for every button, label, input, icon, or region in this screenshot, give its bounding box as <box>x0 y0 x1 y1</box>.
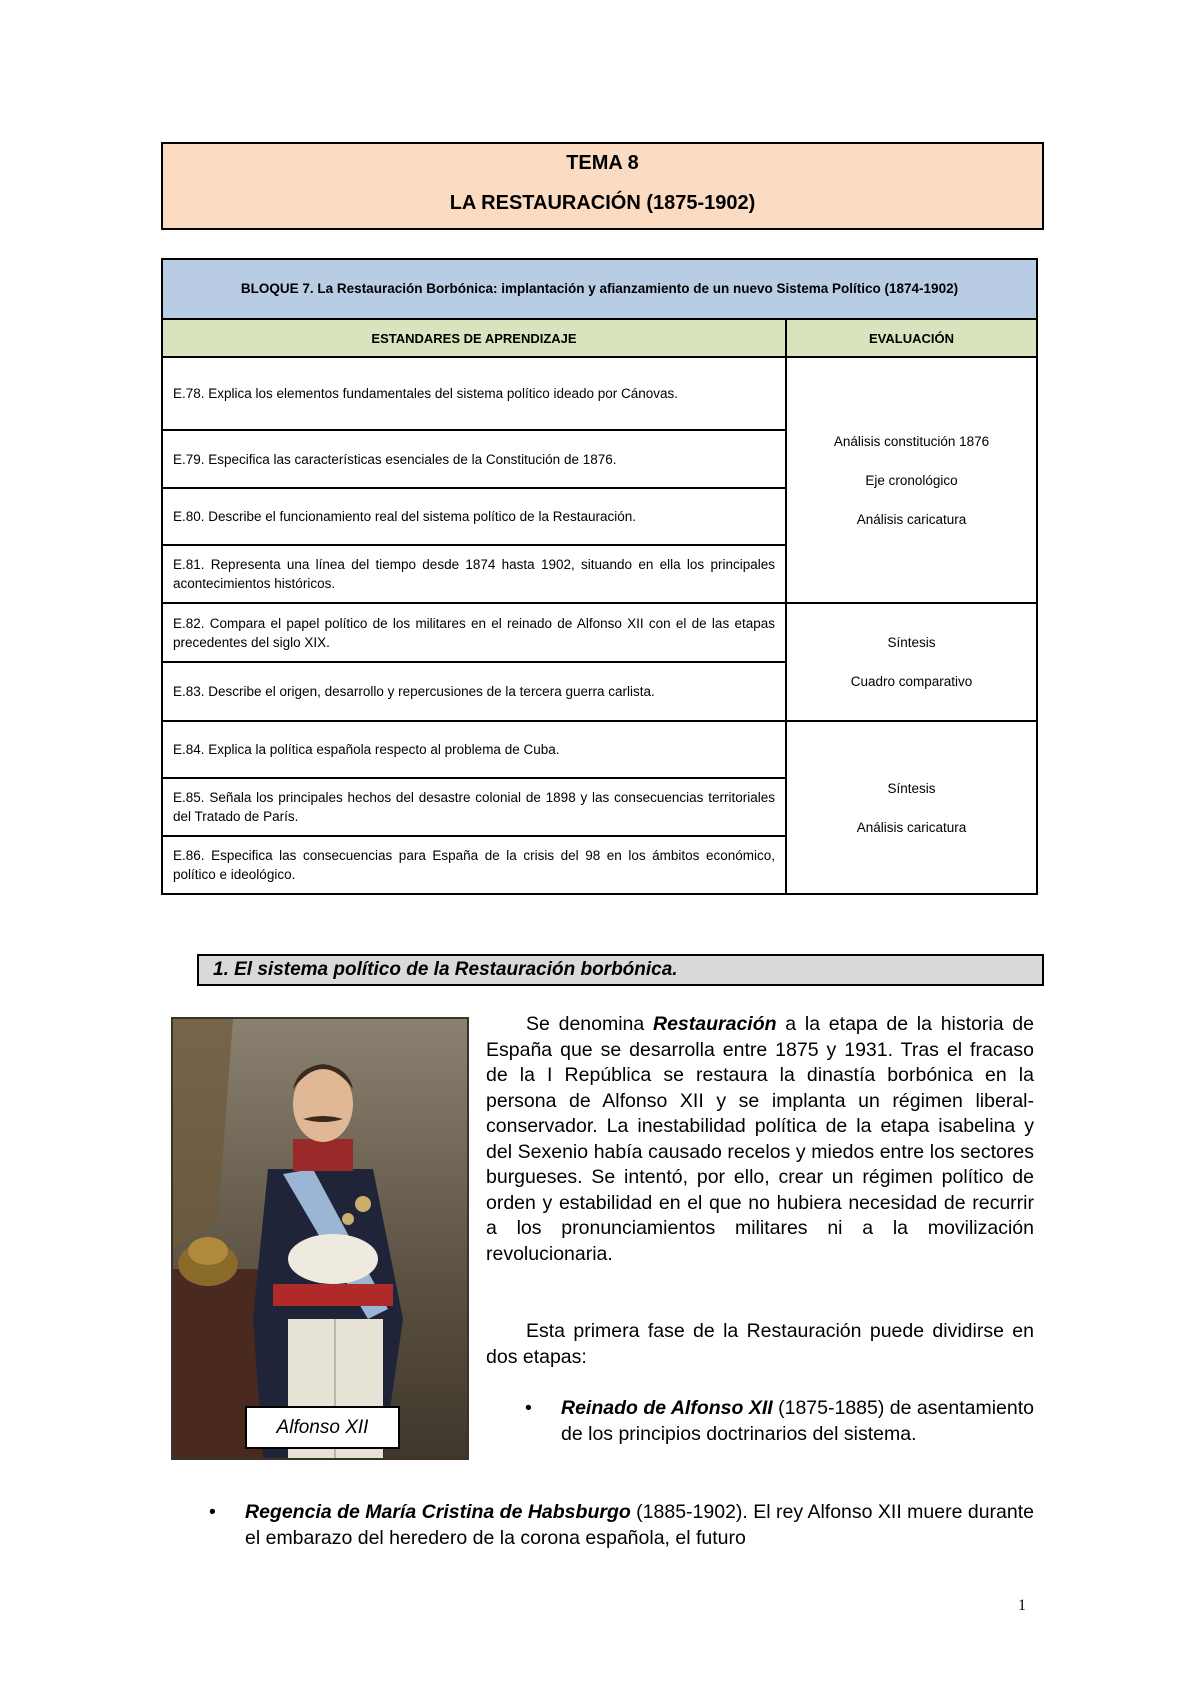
evaluation-item: Análisis constitución 1876 <box>833 433 990 449</box>
section-heading: 1. El sistema político de la Restauración borbónica. <box>197 954 1044 986</box>
paragraph-1-pre: Se denomina <box>526 1013 653 1035</box>
evaluation-item: Síntesis <box>887 635 936 650</box>
col-header-standards: ESTANDARES DE APRENDIZAJE <box>162 319 786 357</box>
col-header-evaluation: EVALUACIÓN <box>786 319 1037 357</box>
bullet-item-2 <box>209 1500 1034 1551</box>
portrait-image <box>171 1017 469 1460</box>
bullet-item-1 <box>525 1396 1035 1447</box>
standard-e86: E.86. Especifica las consecuencias para España de la crisis del 98 en los ámbitos económico, político e ideológico. <box>162 836 786 894</box>
bloque-header: BLOQUE 7. La Restauración Borbónica: implantación y afianzamiento de un nuevo Sistema Político (1874-1902) <box>162 259 1037 319</box>
image-caption: Alfonso XII <box>245 1406 400 1449</box>
standard-e84: E.84. Explica la política española respecto al problema de Cuba. <box>162 721 786 778</box>
paragraph-1-emphasis: Restauración <box>653 1013 777 1035</box>
standard-e80: E.80. Describe el funcionamiento real del sistema político de la Restauración. <box>162 488 786 545</box>
standard-e83: E.83. Describe el origen, desarrollo y repercusiones de la tercera guerra carlista. <box>162 662 786 721</box>
evaluation-item: Eje cronológico <box>865 472 958 488</box>
paragraph-1 <box>486 1012 1034 1267</box>
portrait-illustration <box>173 1019 467 1458</box>
standard-e79: E.79. Especifica las características esenciales de la Constitución de 1876. <box>162 430 786 488</box>
bullet-symbol: • <box>209 1501 216 1523</box>
title-line1: TEMA 8 <box>566 152 639 174</box>
bullet-2-text: (1885-1902). El rey Alfonso XII muere durante el embarazo del heredero de la corona española, el futuro <box>245 1501 1034 1549</box>
standards-table <box>161 258 1038 895</box>
standard-e82: E.82. Compara el papel político de los militares en el reinado de Alfonso XII con el de las etapas precedentes del siglo XIX. <box>162 603 786 662</box>
evaluation-item: Análisis caricatura <box>856 819 967 835</box>
standard-e78: E.78. Explica los elementos fundamentales del sistema político ideado por Cánovas. <box>162 357 786 430</box>
title-line2: LA RESTAURACIÓN (1875-1902) <box>449 192 756 214</box>
bullet-2-emphasis: Regencia de María Cristina de Habsburgo <box>245 1501 631 1523</box>
evaluation-group-2 <box>786 603 1037 721</box>
paragraph-1-post: a la etapa de la historia de España que se desarrolla entre 1875 y 1931. Tras el fracaso de la I República se restaura la dinastía borbónica en la persona de Alfonso XII y se implanta un régimen liberal-conservador. La inestabilidad política de la etapa isabelina y del Sexenio había causado recelos y miedos entre los sectores burgueses. Se intentó, por ello, crear un régimen político de orden y estabilidad en el que no hubiera necesidad de recurrir a los pronunciamientos militares ni a la movilización revolucionaria. <box>486 1013 1034 1265</box>
title-box <box>161 142 1044 230</box>
evaluation-group-1 <box>786 357 1037 603</box>
bullet-1-emphasis: Reinado de Alfonso XII <box>561 1397 773 1419</box>
standard-e81: E.81. Representa una línea del tiempo desde 1874 hasta 1902, situando en ella los principales acontecimientos históricos. <box>162 545 786 603</box>
bullet-1-text: (1875-1885) de asentamiento de los principios doctrinarios del sistema. <box>561 1397 1035 1445</box>
paragraph-2: Esta primera fase de la Restauración puede dividirse en dos etapas: <box>486 1320 1034 1368</box>
page-number: 1 <box>1018 1597 1026 1614</box>
standard-e85: E.85. Señala los principales hechos del desastre colonial de 1898 y las consecuencias territoriales del Tratado de París. <box>162 778 786 836</box>
evaluation-item: Análisis caricatura <box>856 511 967 527</box>
evaluation-item: Cuadro comparativo <box>850 674 973 689</box>
evaluation-group-3 <box>786 721 1037 894</box>
bullet-symbol: • <box>525 1397 532 1419</box>
evaluation-item: Síntesis <box>887 780 936 796</box>
